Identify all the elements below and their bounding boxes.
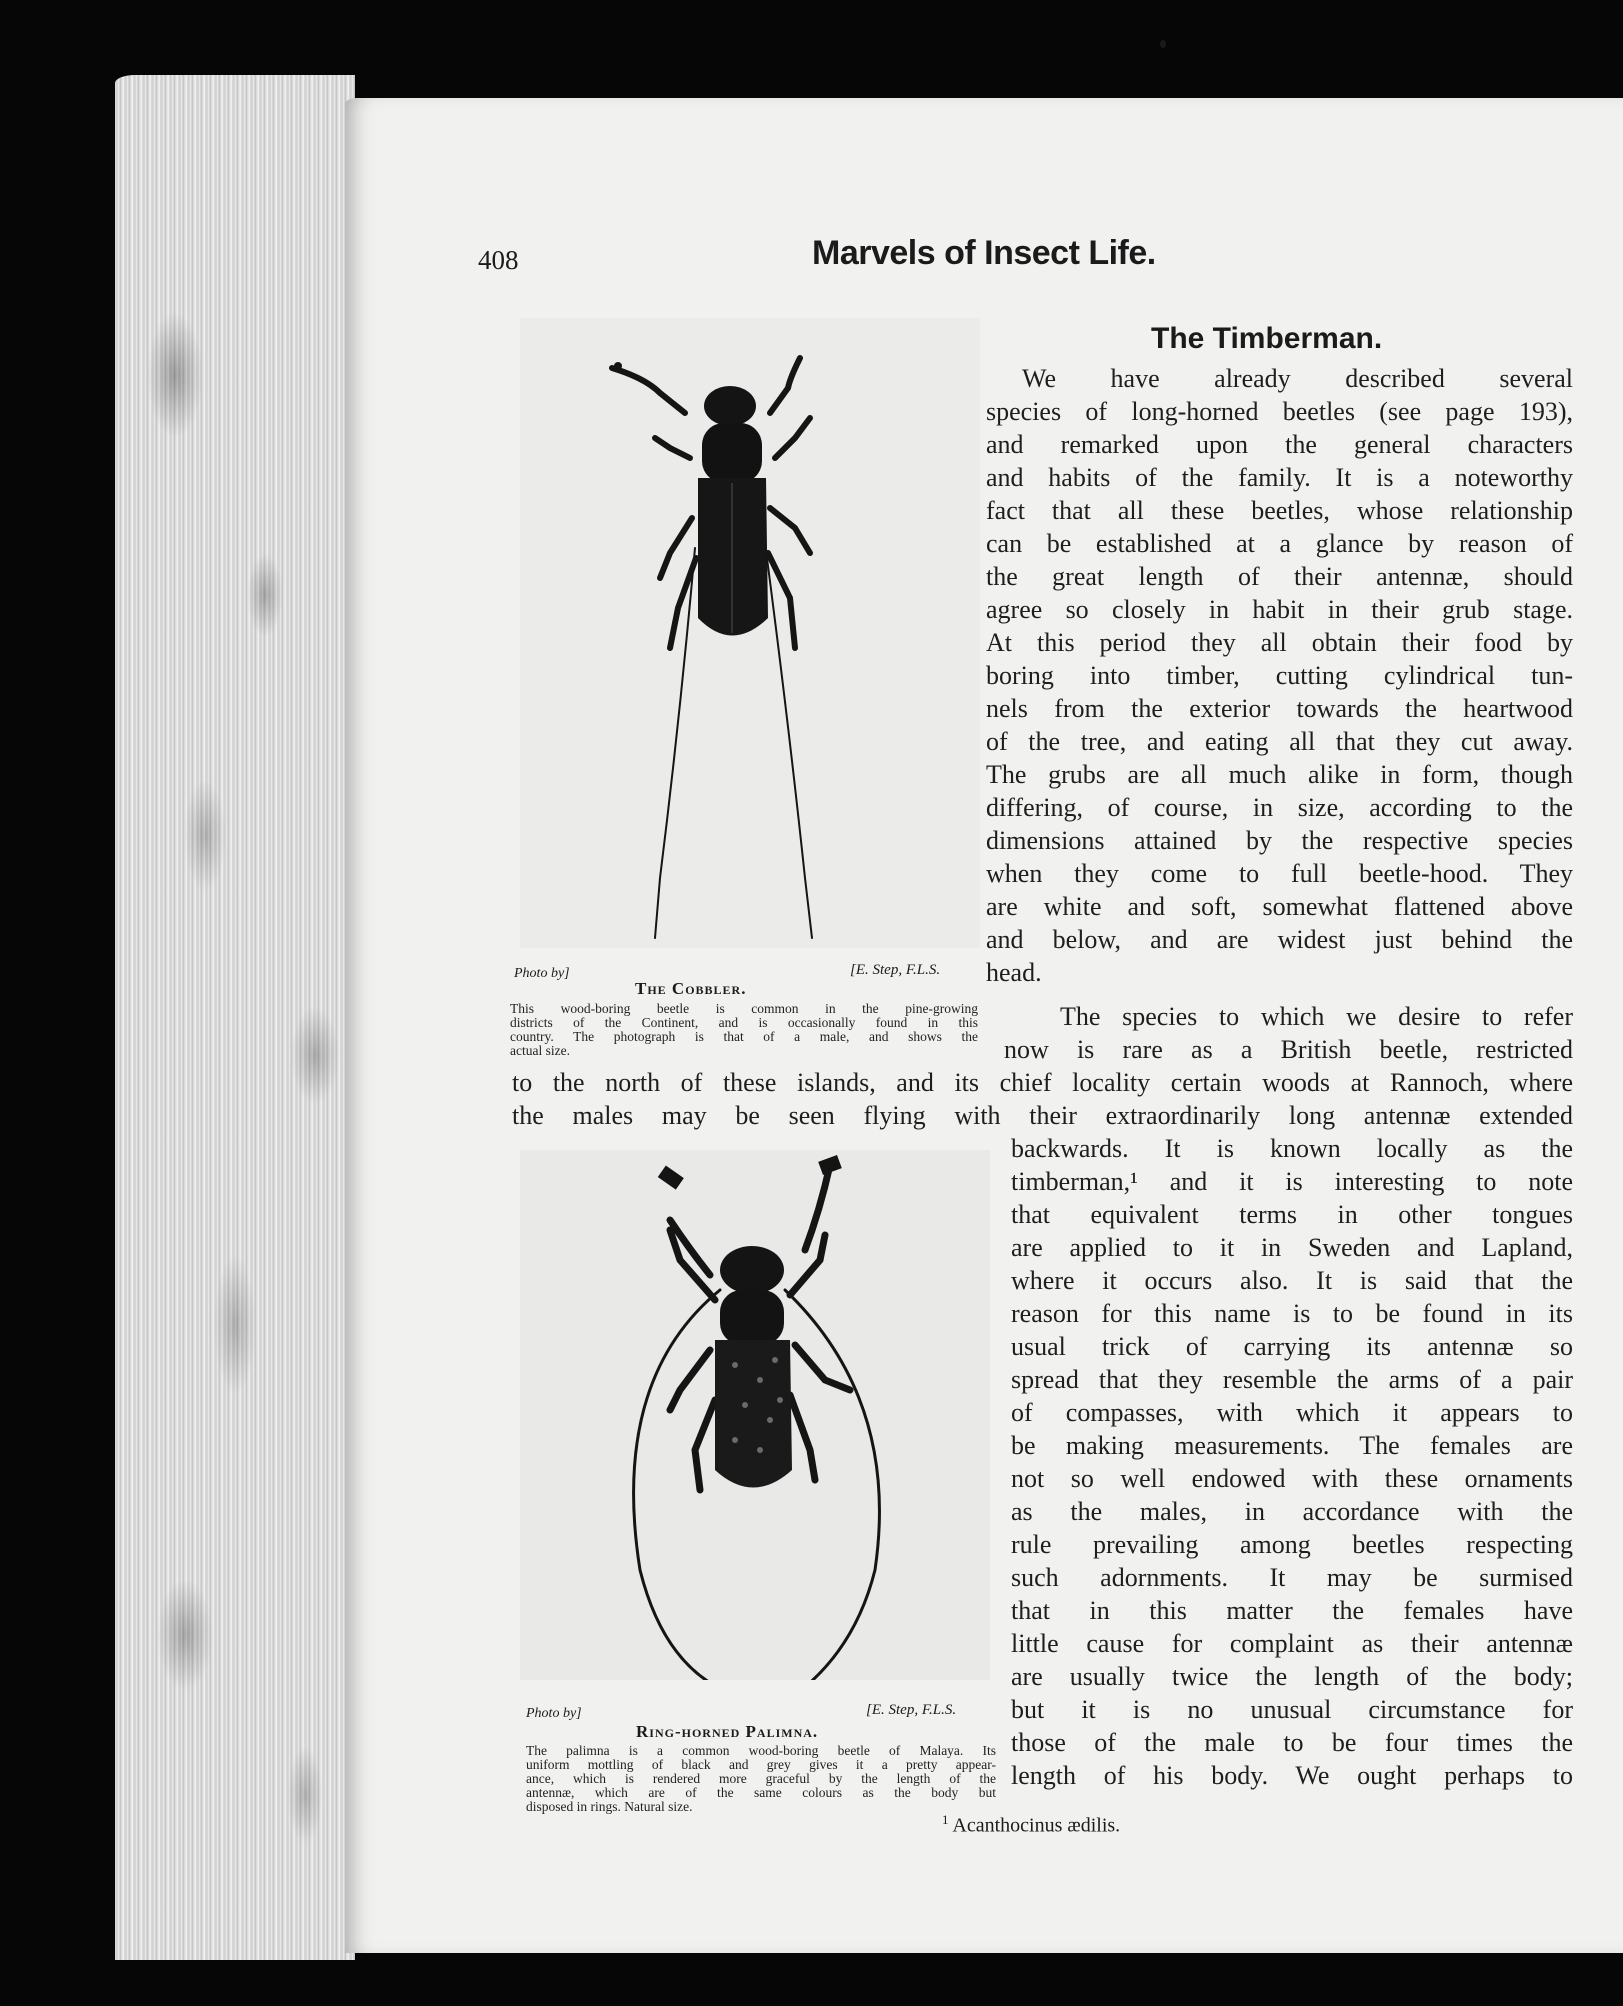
caption-line: districts of the Continent, and is occasionally found in this: [510, 1015, 978, 1030]
figure-title: The Cobbler.: [635, 979, 747, 998]
text-line: spread that they resemble the arms of a pair: [1011, 1365, 1573, 1394]
text-line: the great length of their antennæ, should: [986, 562, 1573, 591]
text-line: are usually twice the length of the body;: [1011, 1662, 1573, 1691]
caption-line: The palimna is a common wood-boring beetle of Malaya. Its: [526, 1743, 996, 1758]
figure-caption: [510, 1002, 978, 1058]
text-line: be making measurements. The females are: [1011, 1431, 1573, 1460]
text-line: differing, of course, in size, according to the: [986, 793, 1573, 822]
photo-credit-label: Photo by]: [514, 966, 570, 981]
text-line: can be established at a glance by reason of: [986, 529, 1573, 558]
text-line: The grubs are all much alike in form, though: [986, 760, 1573, 789]
paragraph-2-continued: [1011, 1132, 1573, 1792]
text-line: timberman,¹ and it is interesting to note: [1011, 1167, 1573, 1196]
text-line: reason for this name is to be found in its: [1011, 1299, 1573, 1328]
text-line: usual trick of carrying its antennæ so: [1011, 1332, 1573, 1361]
caption-line: country. The photograph is that of a male, and shows the: [510, 1029, 978, 1044]
text-line: where it occurs also. It is said that the: [1011, 1266, 1573, 1295]
text-line: backwards. It is known locally as the: [1011, 1134, 1573, 1163]
caption-line: disposed in rings. Natural size.: [526, 1799, 693, 1814]
caption-line: uniform mottling of black and grey gives it a pretty appear-: [526, 1757, 996, 1772]
text-line: to the north of these islands, and its chief locality certain woods at Rannoch, where: [512, 1068, 1573, 1097]
text-line: head.: [986, 958, 1042, 987]
text-line: are applied to it in Sweden and Lapland,: [1011, 1233, 1573, 1262]
text-line: when they come to full beetle-hood. They: [986, 859, 1573, 888]
text-line: but it is no unusual circumstance for: [1011, 1695, 1573, 1724]
caption-line: antennæ, which are of the same colours as the body but: [526, 1785, 996, 1800]
paragraph-2: [1004, 1000, 1573, 1066]
page-number: 408: [478, 245, 519, 275]
cobbler-beetle-photo: [520, 318, 980, 948]
caption-line: This wood-boring beetle is common in the pine-growing: [510, 1001, 978, 1016]
text-line: the males may be seen flying with their extraordinarily long antennæ extended: [512, 1101, 1573, 1130]
text-line: length of his body. We ought perhaps to: [1011, 1761, 1573, 1790]
palimna-beetle-photo: [520, 1150, 990, 1680]
text-line: such adornments. It may be surmised: [1011, 1563, 1573, 1592]
text-line: and remarked upon the general characters: [986, 430, 1573, 459]
paragraph-2-full-width: [512, 1066, 1573, 1132]
footnote: [942, 1812, 1120, 1838]
running-head: Marvels of Insect Life.: [812, 234, 1156, 272]
text-line: as the males, in accordance with the: [1011, 1497, 1573, 1526]
book-page-edges: [115, 75, 355, 1960]
text-line: little cause for complaint as their antennæ: [1011, 1629, 1573, 1658]
caption-line: actual size.: [510, 1043, 570, 1058]
text-line: of compasses, with which it appears to: [1011, 1398, 1573, 1427]
section-heading: The Timberman.: [1151, 322, 1383, 355]
text-line: are white and soft, somewhat flattened above: [986, 892, 1573, 921]
figure-caption: [526, 1744, 996, 1814]
footnote-marker: 1: [942, 1812, 949, 1827]
text-line: dimensions attained by the respective species: [986, 826, 1573, 855]
text-line: nels from the exterior towards the heartwood: [986, 694, 1573, 723]
text-line: now is rare as a British beetle, restricted: [1004, 1035, 1573, 1064]
footnote-text: Acanthocinus ædilis.: [952, 1814, 1121, 1837]
paragraph-1: [986, 362, 1573, 989]
text-line: those of the male to be four times the: [1011, 1728, 1573, 1757]
photo-credit-name: [E. Step, F.L.S.: [866, 1702, 957, 1718]
text-line: We have already described several: [1022, 364, 1573, 393]
photo-credit-label: Photo by]: [526, 1706, 582, 1721]
text-line: fact that all these beetles, whose relationship: [986, 496, 1573, 525]
text-line: that equivalent terms in other tongues: [1011, 1200, 1573, 1229]
photo-credit-name: [E. Step, F.L.S.: [850, 962, 941, 978]
text-line: The species to which we desire to refer: [1060, 1002, 1573, 1031]
text-line: agree so closely in habit in their grub stage.: [986, 595, 1573, 624]
text-line: not so well endowed with these ornaments: [1011, 1464, 1573, 1493]
text-line: of the tree, and eating all that they cut away.: [986, 727, 1573, 756]
text-line: At this period they all obtain their food by: [986, 628, 1573, 657]
text-line: and below, and are widest just behind the: [986, 925, 1573, 954]
figure-title: Ring-horned Palimna.: [636, 1722, 819, 1741]
text-line: boring into timber, cutting cylindrical tun-: [986, 661, 1573, 690]
text-line: that in this matter the females have: [1011, 1596, 1573, 1625]
scan-speck: [1160, 40, 1166, 48]
text-line: rule prevailing among beetles respecting: [1011, 1530, 1573, 1559]
caption-line: ance, which is rendered more graceful by the length of the: [526, 1771, 996, 1786]
text-line: and habits of the family. It is a noteworthy: [986, 463, 1573, 492]
text-line: species of long-horned beetles (see page 193),: [986, 397, 1573, 426]
